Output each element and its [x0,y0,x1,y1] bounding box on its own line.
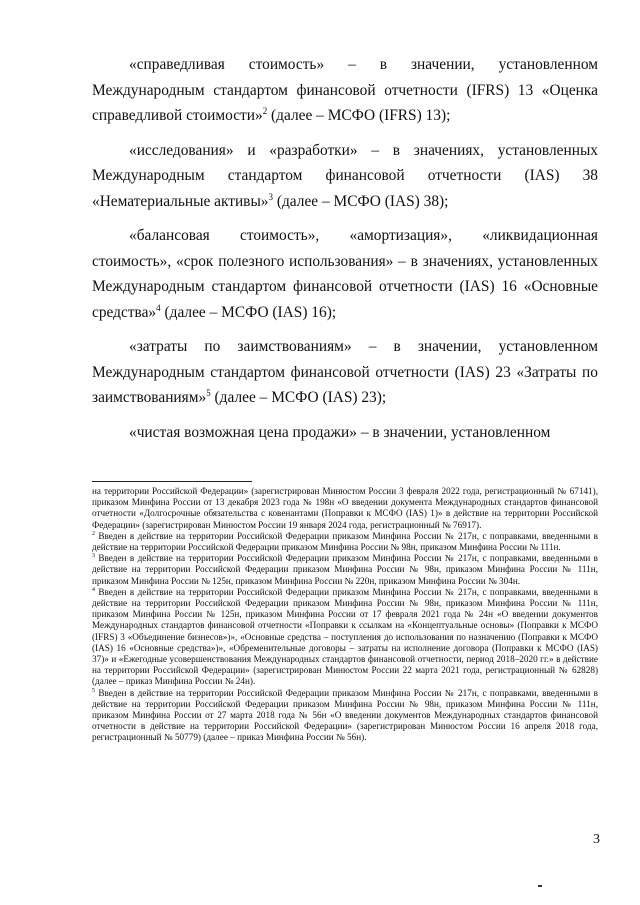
definition-text: «балансовая стоимость», «амортизация», «ликвидационная стоимость», «срок полезного использования» – в значениях, установленных Международным стандартом финансовой отчетности (IAS) 16 «Основные средства» [92,227,598,321]
definition-fair-value [92,52,598,129]
main-text [92,52,598,454]
definition-tail: (далее – МСФО (IFRS) 13); [267,107,451,124]
definition-borrowing-costs [92,334,598,411]
footnote-text: Введен в действие на территории Российской Федерации приказом Минфина России № 217н, с поправками, введенными в действие на территории Российской Федерации приказом Минфина России № 98н, приказом Минфина России № 111н, приказом Минфина России № 125н, приказом Минфина России от 17 февраля 2021 года № 24н «О введении документов Международных стандартов финансовой отчетности «Поправки к ссылкам на «Концептуальные основы» (Поправки к МСФО (IFRS) 3 «Объединение бизнесов»)», «Основные средства – поступления до использования по назначению (Поправки к МСФО (IAS) 16 «Основные средства»)», «Обременительные договоры – затраты на исполнение договора (Поправки к МСФО (IAS) 37)» и «Ежегодные усовершенствования Международных стандартов финансовой отчетности, период 2018–2020 гг.» в действие на территории Российской Федерации» (зарегистрирован Минюстом России 22 марта 2021 года, регистрационный № 62828) (далее – приказ Минфина России № 24н). [92,586,598,687]
scan-speck [538,885,542,887]
footnote-3 [92,553,598,587]
footnote-mark: 4 [92,586,95,593]
definition-tail: (далее – МСФО (IAS) 38); [273,192,449,210]
definition-research [92,138,598,215]
footnote-2 [92,531,598,553]
definition-net-realisable-value [92,420,598,446]
definition-text: «чистая возможная цена продажи» – в значении, установленном [129,423,551,441]
footnote-ref[interactable]: 2 [262,105,268,116]
definition-carrying-amount [92,223,598,325]
footnotes [92,486,598,744]
footnote-4 [92,587,598,688]
footnote-mark: 3 [92,553,95,560]
footnote-ref[interactable]: 3 [268,191,273,202]
footnote-5 [92,688,598,744]
footnote-text: Введен в действие на территории Российской Федерации приказом Минфина России № 217н, с поправками, введенными в действие на территории Российской Федерации приказом Минфина России № 98н, приказом Минфина России № 111н, приказом Минфина России № 125н, приказом Минфина России № 220н, приказом Минфина России № 304н. [92,553,598,586]
footnote-mark: 5 [92,687,95,694]
definition-tail: (далее – МСФО (IAS) 16); [160,303,337,321]
footnote-ref[interactable]: 5 [206,387,211,398]
footnote-mark: 2 [92,530,95,537]
footnote-ref[interactable]: 4 [156,302,161,313]
definition-text: «исследования» и «разработки» – в значениях, установленных Международным стандартом финансовой отчетности (IAS) 38 «Нематериальные активы» [92,141,598,210]
definition-text: «затраты по заимствованиям» – в значении, установленном Международным стандартом финансовой отчетности (IAS) 23 «Затраты по заимствованиям» [92,338,598,406]
footnote-text: Введен в действие на территории Российской Федерации приказом Минфина России № 217н, с поправками, введенными в действие на территории Российской Федерации приказом Минфина России № 98н, приказом Минфина России № 111н. [92,530,598,553]
footnote-text: Введен в действие на территории Российской Федерации приказом Минфина России № 217н, с поправками, введенными в действие на территории Российской Федерации приказом Минфина России № 98н, приказом Минфина России № 111н, приказом Минфина России от 27 марта 2018 года № 56н «О введении документов Международных стандартов финансовой отчетности в действие на территории Российской Федерации» (зарегистрирован Минюстом России 16 апреля 2018 года, регистрационный № 50779) (далее – приказ Минфина России № 56н). [92,687,598,743]
definition-text: «справедливая стоимость» – в значении, установленном Международным стандартом финансовой отчетности (IFRS) 13 «Оценка справедливой стоимости» [92,56,598,124]
page-number: 3 [593,832,600,847]
definition-tail: (далее – МСФО (IAS) 23); [210,389,387,406]
footnote-continuation: на территории Российской Федерации» (зарегистрирован Минюстом России 3 февраля 2022 года, регистрационный № 67141), приказом Минфина России от 13 декабря 2023 года № 198н «О введении документа Международных стандартов финансовой отчетности «Долгосрочные обязательства с ковенантами (Поправки к МСФО (IAS) 1)» в действие на территории Российской Федерации» (зарегистрирован Минюстом России 19 января 2024 года, регистрационный № 76917). [92,486,598,530]
footnote-separator [92,481,252,482]
